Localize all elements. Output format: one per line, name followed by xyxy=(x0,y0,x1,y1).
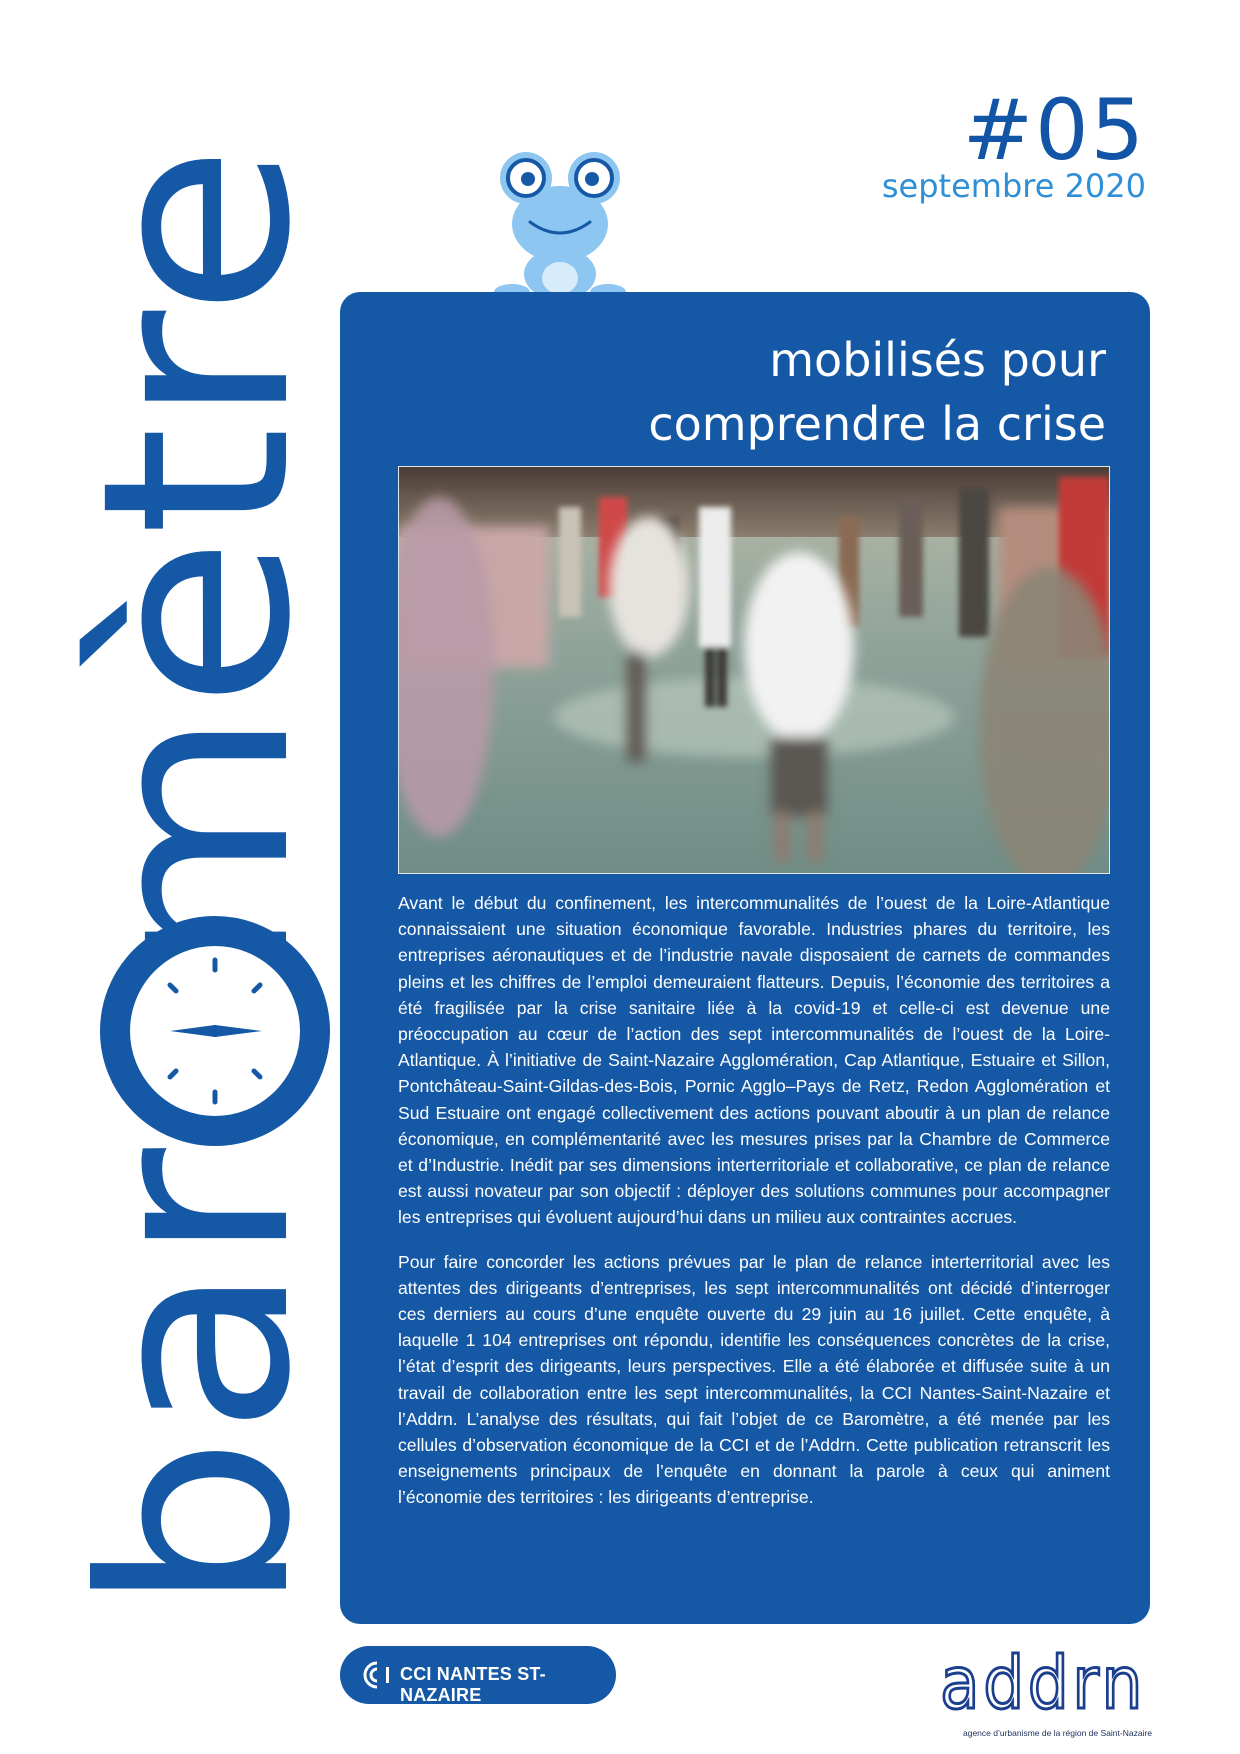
cci-logo-icon xyxy=(362,1660,392,1690)
brand-title-graphic xyxy=(0,0,330,1754)
crowd-photo-graphic xyxy=(399,467,1109,873)
body-text xyxy=(398,890,1110,1529)
cci-label: CCI NANTES ST-NAZAIRE xyxy=(400,1664,546,1705)
brand-title xyxy=(0,0,330,1754)
card-title xyxy=(406,328,1106,456)
brand-title-text xyxy=(47,144,330,1614)
card-title-line2: comprendre la crise xyxy=(648,397,1106,451)
addrn-logo-text: addrn xyxy=(940,1641,1146,1722)
crowd-photo xyxy=(398,466,1110,874)
frog-mascot-icon xyxy=(490,146,630,302)
card-title-line1: mobilisés pour xyxy=(769,333,1106,387)
addrn-tagline: agence d’urbanisme de la région de Saint-Nazaire xyxy=(962,1728,1152,1738)
cci-badge xyxy=(340,1646,616,1704)
paragraph-intro: Avant le début du confinement, les intercommunalités de l’ouest de la Loire-Atlantique connaissaient une situation économique favorable. Industries phares du territoire, les entreprises aéronautiques et de l’industrie navale disposaient de carnets de commandes pleins et les chiffres de l’emploi demeuraient flatteurs. Depuis, l’économie des territoires a été fragilisée par la crise sanitaire liée à la covid-19 et celle-ci est devenue une préoccupation au cœur de l’action des sept intercommunalités de l’ouest de la Loire-Atlantique. À l’initiative de Saint-Nazaire Agglomération, Cap Atlantique, Estuaire et Sillon, Pontchâteau-Saint-Gildas-des-Bois, Pornic Agglo–Pays de Retz, Redon Agglomération et Sud Estuaire ont engagé collectivement des actions pouvant aboutir à un plan de relance économique, en complémentarité avec les mesures prises par la Chambre de Commerce et d’Industrie. Inédit par ses dimensions interterritoriale et collaborative, ce plan de relance est aussi novateur par son objectif : déployer des solutions communes pour accompagner les entreprises qui évoluent aujourd’hui dans un milieu aux contraintes accrues. xyxy=(398,893,1110,1228)
issue-date: septembre 2020 xyxy=(881,167,1146,205)
issue-number: #05 xyxy=(962,81,1146,179)
content-card xyxy=(340,292,1150,1624)
compass-icon xyxy=(115,931,315,1131)
addrn-logo xyxy=(936,1632,1150,1722)
paragraph-survey: Pour faire concorder les actions prévues par le plan de relance interterritorial avec les attentes des dirigeants d’entreprises, les sept intercommunalités ont décidé d’interroger ces derniers au cours d’une enquête ouverte du 29 juin au 16 juillet. Cette enquête, à laquelle 1 104 entreprises ont répondu, identifie les conséquences concrètes de la crise, l’état d’esprit des dirigeants, leurs perspectives. Elle a été élaborée et diffusée suite à un travail de collaboration entre les sept intercommunalités, la CCI Nantes-Saint-Nazaire et l’Addrn. L’analyse des résultats, qui fait l’objet de ce Baromètre, a été menée par les cellules d’observation économique de la CCI et de l’Addrn. Cette publication retranscrit les enseignements principaux de l’enquête en donnant la parole à ceux qui animent l’économie des territoires : les dirigeants d’entreprise. xyxy=(398,1251,1110,1508)
